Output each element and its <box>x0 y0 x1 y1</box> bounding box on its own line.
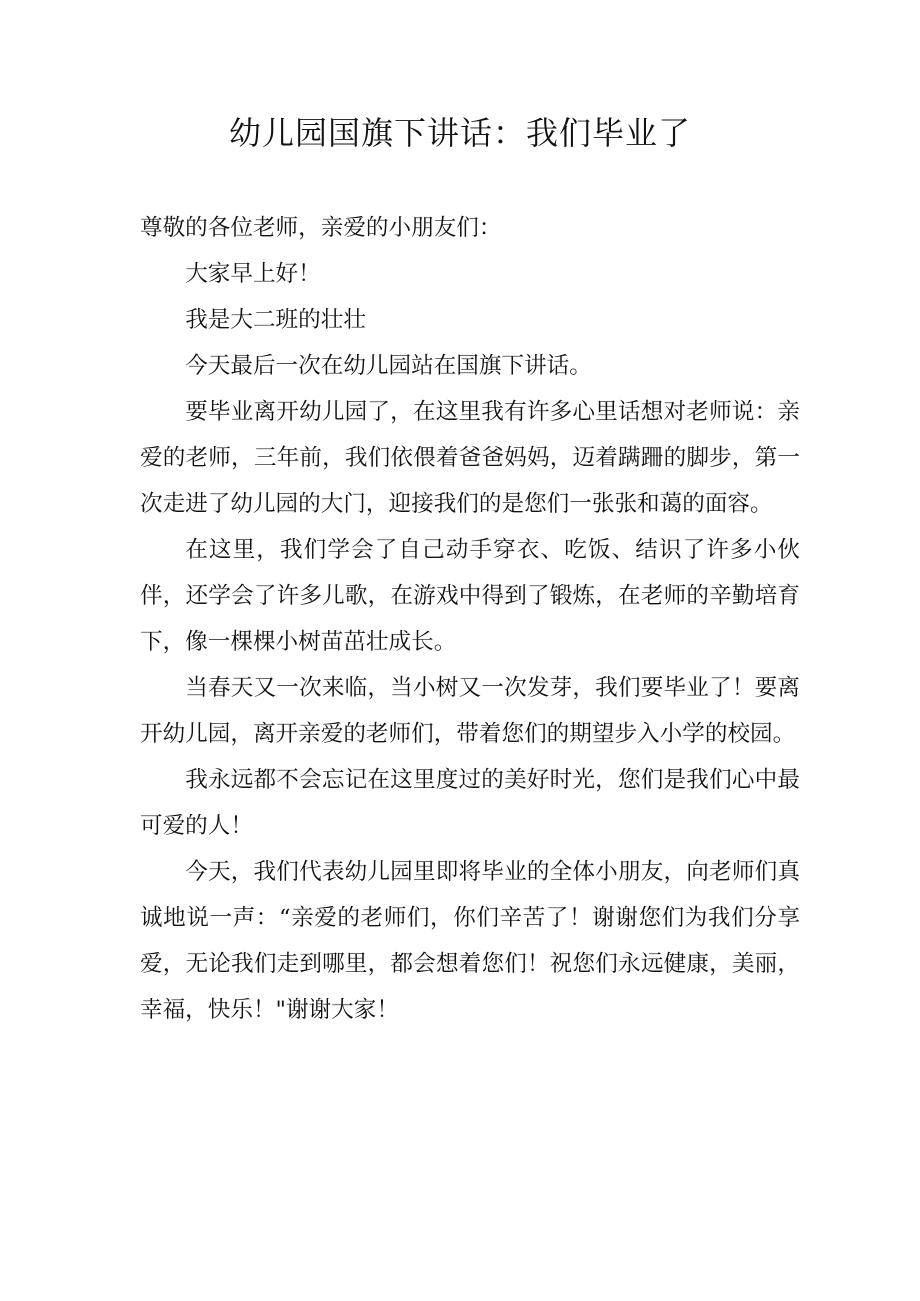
paragraph-gratitude: 我永远都不会忘记在这里度过的美好时光，您们是我们心中最可爱的人！ <box>140 767 800 839</box>
paragraph-memory: 要毕业离开幼儿园了，在这里我有许多心里话想对老师说：亲爱的老师，三年前，我们依偎着爸爸妈妈，迈着蹒跚的脚步，第一次走进了幼儿园的大门，迎接我们的是您们一张张和蔼的面容。 <box>140 399 800 517</box>
paragraph-learning: 在这里，我们学会了自己动手穿衣、吃饭、结识了许多小伙伴，还学会了许多儿歌，在游戏中得到了锻炼，在老师的辛勤培育下，像一棵棵小树苗茁壮成长。 <box>140 537 800 655</box>
paragraph-intro: 我是大二班的壮壮 <box>185 307 366 333</box>
paragraph-graduation: 当春天又一次来临，当小树又一次发芽，我们要毕业了！要离开幼儿园，离开亲爱的老师们，带着您们的期望步入小学的校园。 <box>140 675 800 747</box>
paragraph-occasion: 今天最后一次在幼儿园站在国旗下讲话。 <box>185 353 592 379</box>
salutation: 尊敬的各位老师，亲爱的小朋友们： <box>140 215 502 241</box>
document-body <box>140 205 800 1033</box>
paragraph-closing: 今天，我们代表幼儿园里即将毕业的全体小朋友，向老师们真诚地说一声：“亲爱的老师们，你们辛苦了！谢谢您们为我们分享爱，无论我们走到哪里，都会想着您们！祝您们永远健康，美丽，幸福，快乐！"谢谢大家！ <box>140 859 800 1023</box>
document-title: 幼儿园国旗下讲话：我们毕业了 <box>228 114 691 152</box>
paragraph-greeting: 大家早上好！ <box>185 261 321 287</box>
